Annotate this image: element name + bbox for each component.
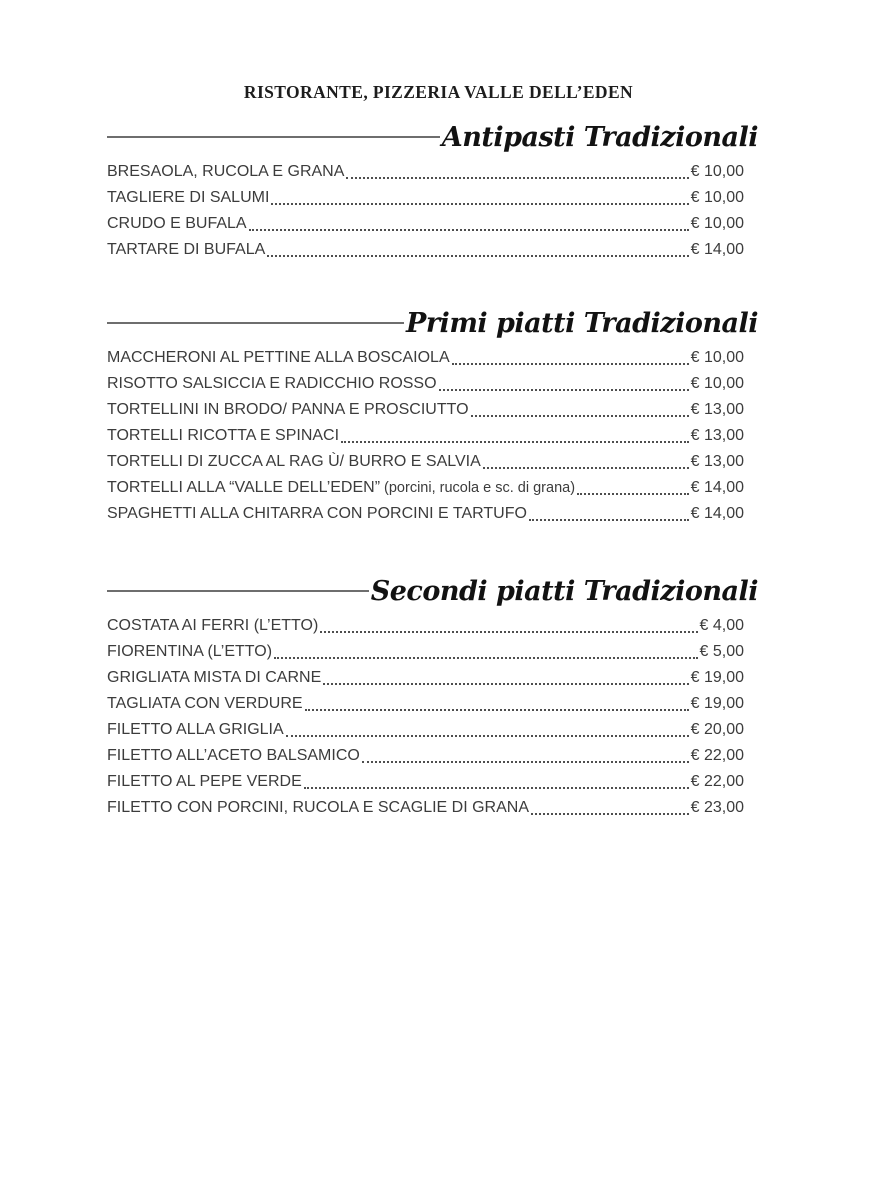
item-name: TORTELLI DI ZUCCA AL RAG Ù/ BURRO E SALVIA: [107, 453, 481, 470]
menu-section-2: [107, 571, 758, 821]
menu-item-row: [107, 501, 744, 527]
dot-leader: [341, 441, 689, 443]
item-name: BRESAOLA, RUCOLA E GRANA: [107, 163, 345, 180]
item-name: FILETTO ALLA GRIGLIA: [107, 721, 284, 738]
menu-item-row: [107, 665, 744, 691]
item-price: € 10,00: [690, 163, 744, 180]
section-items: [107, 345, 744, 527]
dot-leader: [267, 255, 688, 257]
item-price: € 5,00: [699, 643, 744, 660]
menu-item-row: [107, 345, 744, 371]
item-name: FILETTO CON PORCINI, RUCOLA E SCAGLIE DI GRANA: [107, 799, 530, 816]
item-name: SPAGHETTI ALLA CHITARRA CON PORCINI E TARTUFO: [107, 505, 527, 522]
item-name: TORTELLI ALLA “VALLE DELL’EDEN”: [107, 479, 381, 496]
item-note: (porcini, rucola e sc. di grana): [384, 480, 576, 496]
section-header: [107, 303, 758, 343]
dot-leader: [320, 631, 697, 633]
item-price: € 19,00: [690, 669, 744, 686]
menu-item-row: [107, 211, 744, 237]
item-price: € 13,00: [690, 401, 744, 418]
item-name: FILETTO ALL’ACETO BALSAMICO: [107, 747, 360, 764]
item-price: € 23,00: [690, 799, 744, 816]
menu-item-row: [107, 639, 744, 665]
section-heading: Primi piatti Tradizionali: [406, 307, 758, 339]
section-divider-line: [107, 590, 369, 592]
dot-leader: [362, 761, 689, 763]
item-name: COSTATA AI FERRI (L’ETTO): [107, 617, 319, 634]
item-price: € 13,00: [690, 453, 744, 470]
dot-leader: [531, 813, 689, 815]
item-price: € 10,00: [690, 375, 744, 392]
menu-item-row: [107, 371, 744, 397]
dot-leader: [439, 389, 689, 391]
restaurant-title: RISTORANTE, PIZZERIA VALLE DELL’EDEN: [243, 82, 634, 102]
dot-leader: [304, 787, 689, 789]
section-divider-line: [107, 136, 440, 138]
item-name: RISOTTO SALSICCIA E RADICCHIO ROSSO: [107, 375, 437, 392]
item-name: GRIGLIATA MISTA DI CARNE: [107, 669, 322, 686]
menu-item-row: [107, 717, 744, 743]
item-price: € 4,00: [699, 617, 744, 634]
dot-leader: [286, 735, 689, 737]
menu-item-row: [107, 159, 744, 185]
item-price: € 14,00: [690, 479, 744, 496]
dot-leader: [249, 229, 689, 231]
section-heading: Secondi piatti Tradizionali: [370, 575, 758, 607]
dot-leader: [529, 519, 689, 521]
item-price: € 13,00: [690, 427, 744, 444]
section-divider-line: [107, 322, 404, 324]
dot-leader: [271, 203, 688, 205]
menu-item-row: [107, 691, 744, 717]
item-name: TORTELLINI IN BRODO/ PANNA E PROSCIUTTO: [107, 401, 469, 418]
item-name: FILETTO AL PEPE VERDE: [107, 773, 302, 790]
item-price: € 14,00: [690, 505, 744, 522]
section-items: [107, 613, 744, 821]
menu-section-0: [107, 117, 758, 263]
item-name: TAGLIATA CON VERDURE: [107, 695, 303, 712]
dot-leader: [452, 363, 689, 365]
section-header: [107, 117, 758, 157]
menu-item-row: [107, 769, 744, 795]
dot-leader: [483, 467, 689, 469]
item-price: € 10,00: [690, 349, 744, 366]
menu-section-1: [107, 303, 758, 527]
dot-leader: [274, 657, 697, 659]
item-price: € 14,00: [690, 241, 744, 258]
menu-item-row: [107, 237, 744, 263]
section-items: [107, 159, 744, 263]
item-price: € 22,00: [690, 773, 744, 790]
item-name: CRUDO E BUFALA: [107, 215, 247, 232]
menu-item-row: [107, 423, 744, 449]
menu-item-row: [107, 185, 744, 211]
item-price: € 19,00: [690, 695, 744, 712]
item-name: TARTARE DI BUFALA: [107, 241, 266, 258]
menu-item-row: [107, 475, 744, 501]
menu-item-row: [107, 743, 744, 769]
dot-leader: [323, 683, 688, 685]
menu-item-row: [107, 397, 744, 423]
section-heading: Antipasti Tradizionali: [441, 121, 758, 153]
item-price: € 22,00: [690, 747, 744, 764]
dot-leader: [577, 493, 689, 495]
item-price: € 10,00: [690, 215, 744, 232]
item-name: MACCHERONI AL PETTINE ALLA BOSCAIOLA: [107, 349, 450, 366]
item-name: TORTELLI RICOTTA E SPINACI: [107, 427, 340, 444]
dot-leader: [346, 177, 688, 179]
dot-leader: [305, 709, 689, 711]
menu-item-row: [107, 449, 744, 475]
menu-item-row: [107, 795, 744, 821]
dot-leader: [471, 415, 689, 417]
item-price: € 20,00: [690, 721, 744, 738]
menu-item-row: [107, 613, 744, 639]
item-name: FIORENTINA (L’ETTO): [107, 643, 273, 660]
section-header: [107, 571, 758, 611]
menu-sections: [0, 117, 877, 821]
item-price: € 10,00: [690, 189, 744, 206]
item-name: TAGLIERE DI SALUMI: [107, 189, 270, 206]
